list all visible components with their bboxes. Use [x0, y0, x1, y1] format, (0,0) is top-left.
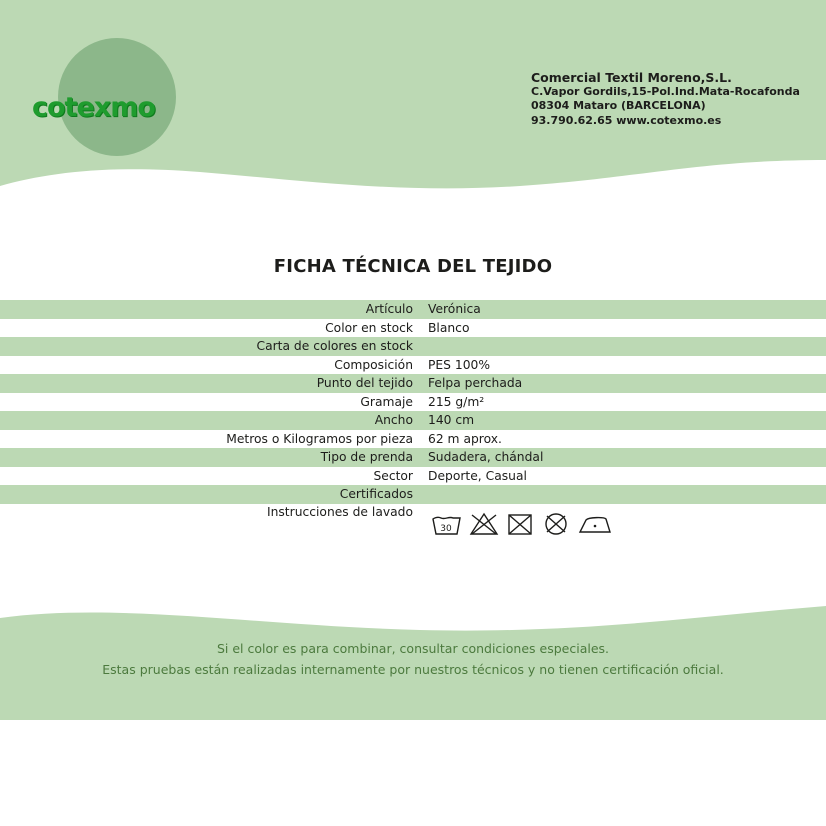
footer-line-2: Estas pruebas están realizadas internamente por nuestros técnicos y no tienen certificación oficial. [102, 662, 724, 677]
table-row [0, 319, 826, 338]
spec-value: Deporte, Casual [428, 468, 527, 483]
table-row [0, 448, 826, 467]
footer-line-1: Si el color es para combinar, consultar condiciones especiales. [216, 641, 610, 656]
company-city: 08304 Mataro (BARCELONA) [531, 99, 706, 113]
spec-value: 215 g/m² [428, 394, 485, 409]
spec-label: Color en stock [325, 320, 413, 335]
spec-label: Gramaje [360, 394, 413, 409]
footer-note [0, 638, 826, 680]
page-title: FICHA TÉCNICA DEL TEJIDO [273, 256, 553, 277]
logo-text: cotexmo [32, 92, 155, 123]
spec-label: Carta de colores en stock [256, 339, 413, 354]
table-row [0, 393, 826, 412]
iron-low-icon [577, 511, 613, 537]
spec-value [424, 337, 826, 356]
table-row-wash [0, 504, 826, 544]
table-row [0, 467, 826, 486]
spec-table [0, 300, 826, 544]
spec-label: Artículo [365, 302, 413, 317]
table-row [0, 485, 826, 504]
wash-tub-30-icon [431, 511, 463, 537]
wash-instructions-cell [424, 504, 826, 544]
do-not-bleach-icon [469, 511, 499, 537]
spec-value: Blanco [428, 320, 470, 335]
spec-value: Verónica [428, 302, 481, 317]
spec-label: Instrucciones de lavado [266, 504, 413, 519]
header-banner [0, 0, 826, 200]
spec-label: Ancho [374, 413, 413, 428]
do-not-tumble-dry-icon [505, 511, 535, 537]
company-contact: 93.790.62.65 www.cotexmo.es [531, 113, 722, 127]
spec-value: Felpa perchada [428, 376, 523, 391]
spec-value: PES 100% [428, 357, 491, 372]
spec-label: Metros o Kilogramos por pieza [226, 431, 413, 446]
spec-label: Punto del tejido [316, 376, 413, 391]
svg-text:30: 30 [440, 523, 452, 534]
table-row [0, 374, 826, 393]
spec-label: Tipo de prenda [320, 450, 413, 465]
spec-value [424, 485, 826, 504]
wash-icon-group [428, 511, 825, 537]
table-row [0, 411, 826, 430]
spec-value: 140 cm [428, 413, 475, 428]
spec-label: Sector [373, 468, 413, 483]
spec-value: 62 m aprox. [428, 431, 502, 446]
table-row [0, 300, 826, 319]
spec-label: Certificados [339, 487, 413, 502]
spec-value: Sudadera, chándal [428, 450, 544, 465]
table-row [0, 337, 826, 356]
company-info [531, 71, 800, 128]
spec-label: Composición [334, 357, 413, 372]
do-not-dry-clean-icon [541, 511, 571, 537]
company-name: Comercial Textil Moreno,S.L. [531, 70, 732, 85]
table-row [0, 430, 826, 449]
table-row [0, 356, 826, 375]
company-address: C.Vapor Gordils,15-Pol.Ind.Mata-Rocafonda [531, 85, 800, 99]
